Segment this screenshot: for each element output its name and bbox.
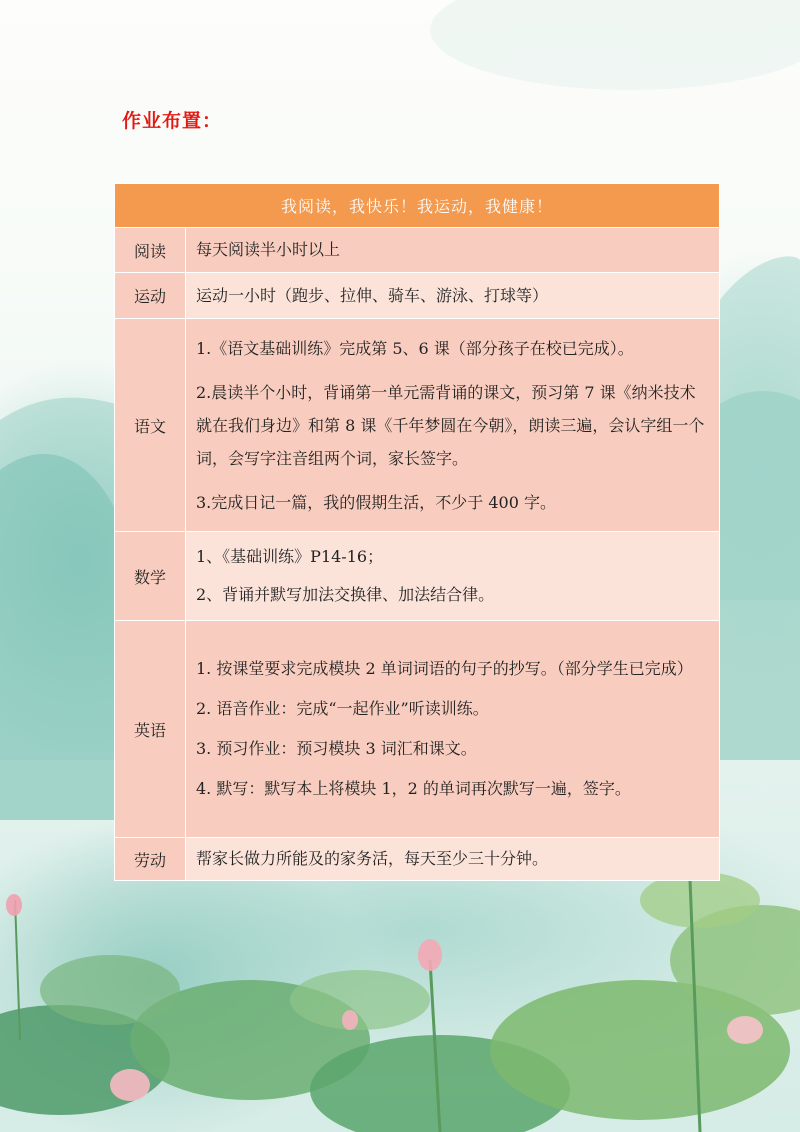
content-cell <box>186 228 720 273</box>
content-line: 2. 语音作业：完成“一起作业”听读训练。 <box>196 699 489 718</box>
subject-cell: 劳动 <box>115 838 186 881</box>
content-line: 运动一小时（跑步、拉伸、骑车、游泳、打球等） <box>196 285 549 305</box>
content-line: 1. 按课堂要求完成模块 2 单词词语的句子的抄写。（部分学生已完成） <box>196 659 693 678</box>
content-line: 4. 默写：默写本上将模块 1，2 的单词再次默写一遍，签字。 <box>196 779 631 798</box>
table-row <box>115 319 720 532</box>
content-cell <box>186 532 720 621</box>
content-line: 2.晨读半个小时，背诵第一单元需背诵的课文，预习第 7 课《纳米技术就在我们身边》和第 8 课《千年梦圆在今朝》，朗读三遍，会认字组一个词，会写字注音组两个词，家长签字。 <box>196 382 705 468</box>
table-row <box>115 273 720 319</box>
subject-cell: 数学 <box>115 532 186 621</box>
page-heading: 作业布置： <box>122 110 223 132</box>
content-cell <box>186 273 720 319</box>
content-line: 3.完成日记一篇，我的假期生活，不少于 400 字。 <box>196 492 556 512</box>
homework-table <box>114 183 720 881</box>
content-line: 1、《基础训练》P14-16； <box>196 547 384 566</box>
content-cell <box>186 319 720 532</box>
table-row <box>115 621 720 838</box>
subject-cell: 运动 <box>115 273 186 319</box>
subject-cell: 英语 <box>115 621 186 838</box>
subject-cell: 语文 <box>115 319 186 532</box>
table-row <box>115 532 720 621</box>
table-title-row <box>115 184 720 228</box>
content-line: 1.《语文基础训练》完成第 5、6 课（部分孩子在校已完成）。 <box>196 338 634 358</box>
table-row <box>115 228 720 273</box>
content-cell <box>186 838 720 881</box>
table-row <box>115 838 720 881</box>
table-title: 我阅读，我快乐！我运动，我健康！ <box>115 184 720 228</box>
subject-cell: 阅读 <box>115 228 186 273</box>
content-cell <box>186 621 720 838</box>
content-line: 2、背诵并默写加法交换律、加法结合律。 <box>196 585 495 604</box>
content-line: 每天阅读半小时以上 <box>196 240 341 259</box>
content-line: 帮家长做力所能及的家务活，每天至少三十分钟。 <box>196 849 549 868</box>
content-line: 3. 预习作业：预习模块 3 词汇和课文。 <box>196 739 477 758</box>
